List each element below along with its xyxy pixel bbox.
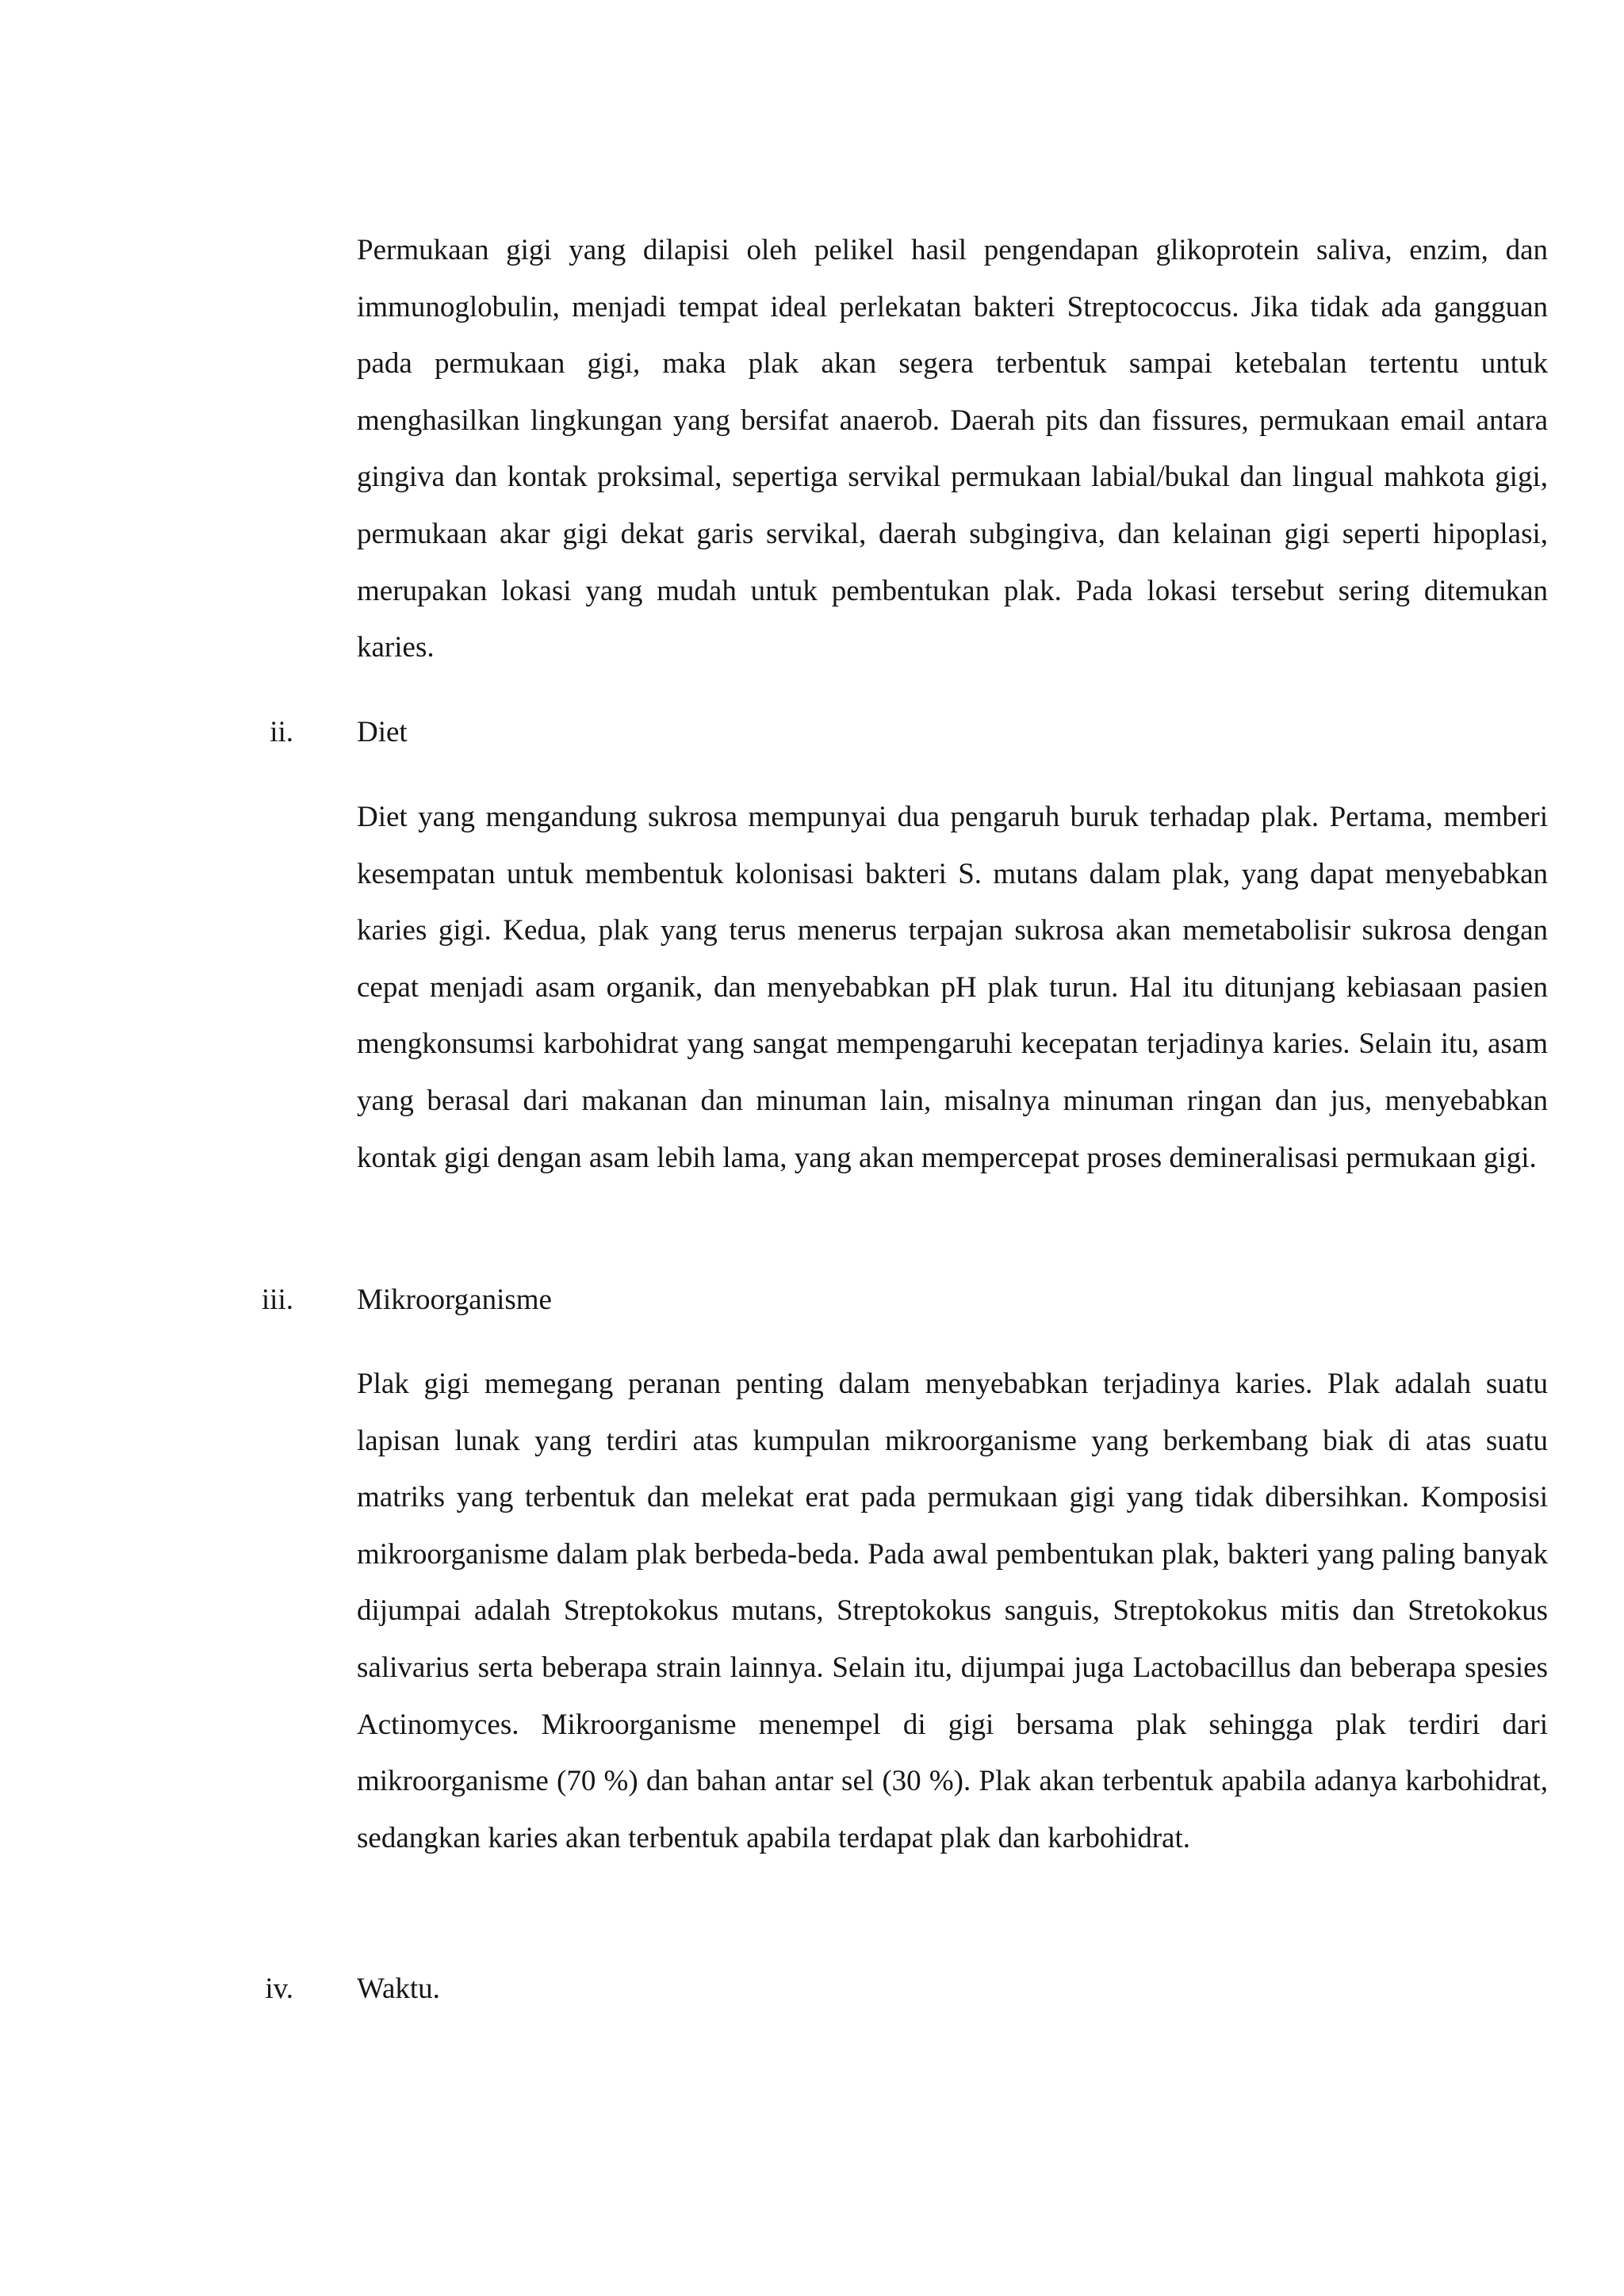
list-number-iii: iii. — [261, 1284, 293, 1316]
paragraph-mikroorganisme: Plak gigi memegang peranan penting dalam menyebabkan terjadinya karies. Plak adalah suatu lapisan lunak yang terdiri atas kumpulan mikroorganisme yang berkembang biak di atas suatu matriks yang terbentuk dan melekat erat pada permukaan gigi yang tidak dibersihkan. Komposisi mikroorganisme dalam plak berbeda-beda. Pada awal pembentukan plak, bakteri yang paling banyak dijumpai adalah Streptokokus mutans, Streptokokus sanguis, Streptokokus mitis dan Stretokokus salivarius serta beberapa strain lainnya. Selain itu, dijumpai juga Lactobacillus dan beberapa spesies Actinomyces. Mikroorganisme menempel di gigi bersama plak sehingga plak terdiri dari mikroorganisme (70 %) dan bahan antar sel (30 %). Plak akan terbentuk apabila adanya karbohidrat, sedangkan karies akan terbentuk apabila terdapat plak dan karbohidrat. — [357, 1368, 1548, 1854]
list-number-ii: ii. — [270, 716, 293, 748]
list-number-iv: iv. — [265, 1973, 293, 2005]
paragraph-diet: Diet yang mengandung sukrosa mempunyai dua pengaruh buruk terhadap plak. Pertama, memberi kesempatan untuk membentuk kolonisasi bakteri S. mutans dalam plak, yang dapat menyebabkan karies gigi. Kedua, plak yang terus menerus terpajan sukrosa akan memetabolisir sukrosa dengan cepat menjadi asam organik, dan menyebabkan pH plak turun. Hal itu ditunjang kebiasaan pasien mengkonsumsi karbohidrat yang sangat mempengaruhi kecepatan terjadinya karies. Selain itu, asam yang berasal dari makanan dan minuman lain, misalnya minuman ringan dan jus, menyebabkan kontak gigi dengan asam lebih lama, yang akan mempercepat proses demineralisasi permukaan gigi. — [357, 801, 1548, 1174]
list-heading-diet: Diet — [357, 716, 408, 748]
list-heading-waktu: Waktu. — [357, 1973, 440, 2005]
list-heading-mikroorganisme: Mikroorganisme — [357, 1284, 552, 1316]
paragraph-plak-lokasi: Permukaan gigi yang dilapisi oleh pelikel hasil pengendapan glikoprotein saliva, enzim, dan immunoglobulin, menjadi tempat ideal perlekatan bakteri Streptococcus. Jika tidak ada gangguan pada permukaan gigi, maka plak akan segera terbentuk sampai ketebalan tertentu untuk menghasilkan lingkungan yang bersifat anaerob. Daerah pits dan fissures, permukaan email antara gingiva dan kontak proksimal, sepertiga servikal permukaan labial/bukal dan lingual mahkota gigi, permukaan akar gigi dekat garis servikal, daerah subgingiva, dan kelainan gigi seperti hipoplasi, merupakan lokasi yang mudah untuk pembentukan plak. Pada lokasi tersebut sering ditemukan karies. — [357, 234, 1548, 664]
